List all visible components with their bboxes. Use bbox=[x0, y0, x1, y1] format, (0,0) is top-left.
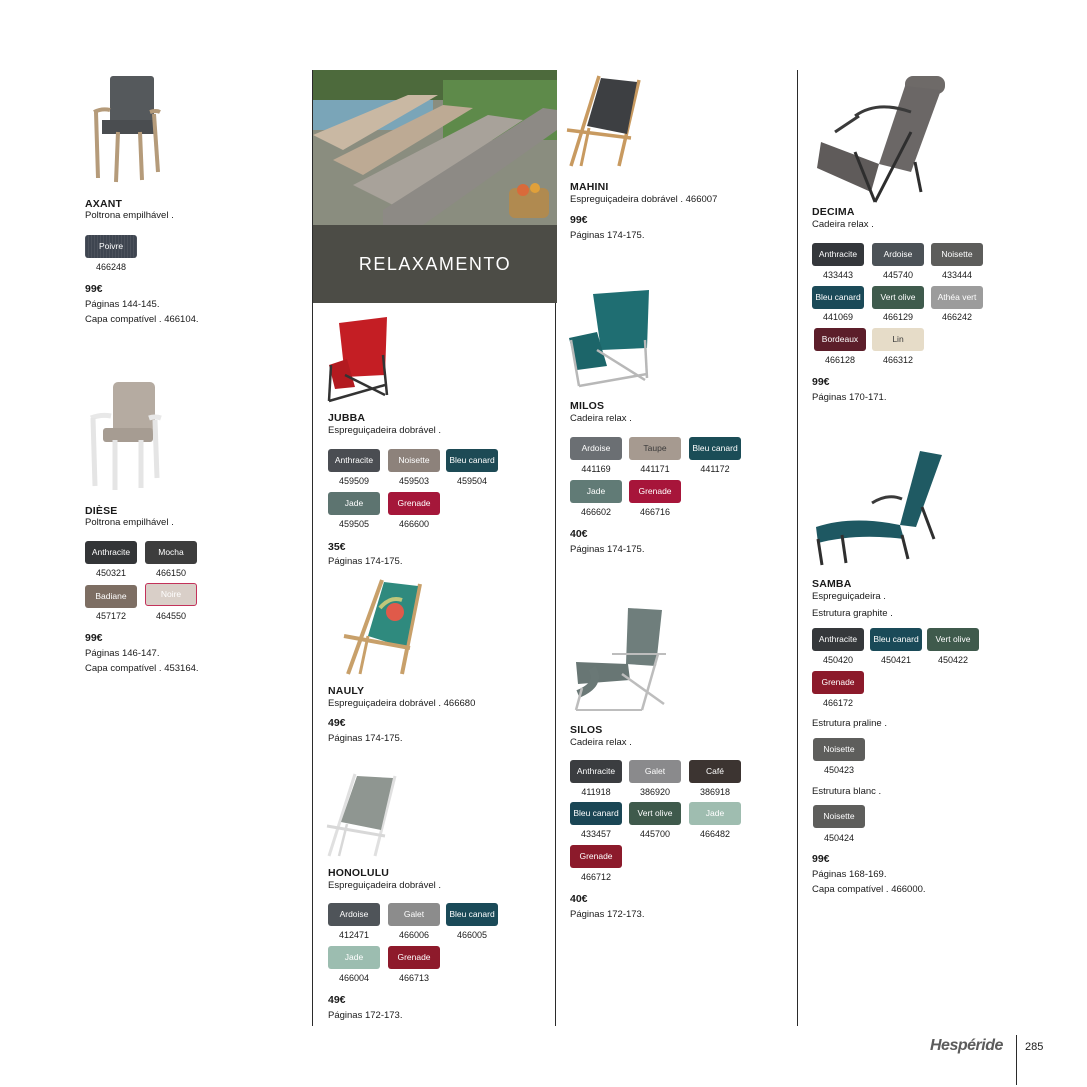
swatch-code: 386918 bbox=[699, 787, 731, 797]
product-name: DIÈSE bbox=[85, 505, 118, 517]
swatch-code: 386920 bbox=[639, 787, 671, 797]
swatch-anthracite[interactable]: Anthracite bbox=[812, 243, 864, 266]
product-price: 40€ bbox=[570, 893, 588, 905]
product-description: Cadeira relax . bbox=[812, 219, 874, 230]
product-pages: Páginas 172-173. bbox=[570, 909, 645, 920]
product-price: 99€ bbox=[812, 853, 830, 865]
swatch-code: 441069 bbox=[822, 312, 854, 322]
product-name: SILOS bbox=[570, 724, 603, 736]
swatch-grenade[interactable]: Grenade bbox=[629, 480, 681, 503]
column-divider-2 bbox=[555, 300, 556, 1026]
swatch-noisette[interactable]: Noisette bbox=[388, 449, 440, 472]
swatch-bleu-canard[interactable]: Bleu canard bbox=[446, 449, 498, 472]
swatch-code: 450424 bbox=[823, 833, 855, 843]
swatch-ardoise[interactable]: Ardoise bbox=[570, 437, 622, 460]
swatch-vert-olive[interactable]: Vert olive bbox=[872, 286, 924, 309]
product-price: 99€ bbox=[85, 632, 103, 644]
product-description: Espreguiçadeira . bbox=[812, 591, 886, 602]
swatch-code: 459505 bbox=[338, 519, 370, 529]
swatch-badiane[interactable]: Badiane bbox=[85, 585, 137, 608]
product-description: Cadeira relax . bbox=[570, 737, 632, 748]
axant-chair-image bbox=[88, 72, 168, 184]
product-name: AXANT bbox=[85, 198, 123, 210]
compatible-cover: Capa compatível . 453164. bbox=[85, 663, 199, 674]
swatch-cafe[interactable]: Café bbox=[689, 760, 741, 783]
swatch-bleu-canard[interactable]: Bleu canard bbox=[870, 628, 922, 651]
swatch-vert-olive[interactable]: Vert olive bbox=[927, 628, 979, 651]
nauly-chair-image bbox=[340, 578, 430, 678]
swatch-athea-vert[interactable]: Athéa vert bbox=[931, 286, 983, 309]
swatch-code: 441169 bbox=[581, 464, 611, 474]
swatch-noire[interactable]: Noire bbox=[145, 583, 197, 606]
swatch-anthracite[interactable]: Anthracite bbox=[812, 628, 864, 651]
product-name: MILOS bbox=[570, 400, 605, 412]
samba-lounger-image bbox=[812, 447, 947, 569]
product-pages: Páginas 170-171. bbox=[812, 392, 887, 403]
swatch-grenade[interactable]: Grenade bbox=[388, 492, 440, 515]
swatch-jade[interactable]: Jade bbox=[570, 480, 622, 503]
product-description: Cadeira relax . bbox=[570, 413, 632, 424]
swatch-code: 466242 bbox=[941, 312, 973, 322]
milos-chair-image bbox=[567, 290, 655, 390]
swatch-vert-olive[interactable]: Vert olive bbox=[629, 802, 681, 825]
product-name: SAMBA bbox=[812, 578, 852, 590]
product-pages: Páginas 146-147. bbox=[85, 648, 160, 659]
product-pages: Páginas 174-175. bbox=[570, 230, 645, 241]
swatch-code: 466248 bbox=[95, 262, 127, 272]
product-description: Poltrona empilhável . bbox=[85, 210, 174, 221]
swatch-code: 450321 bbox=[95, 568, 127, 578]
swatch-jade[interactable]: Jade bbox=[328, 946, 380, 969]
product-price: 40€ bbox=[570, 528, 588, 540]
swatch-code: 464550 bbox=[155, 611, 187, 621]
product-pages: Páginas 168-169. bbox=[812, 869, 887, 880]
product-price: 35€ bbox=[328, 541, 346, 553]
silos-chair-image bbox=[572, 604, 672, 714]
column-divider-3 bbox=[797, 70, 798, 1026]
swatch-code: 412471 bbox=[338, 930, 370, 940]
swatch-bordeaux[interactable]: Bordeaux bbox=[814, 328, 866, 351]
swatch-code: 459509 bbox=[338, 476, 370, 486]
swatch-galet[interactable]: Galet bbox=[388, 903, 440, 926]
swatch-code: 466129 bbox=[882, 312, 914, 322]
product-name: JUBBA bbox=[328, 412, 366, 424]
swatch-code: 466006 bbox=[398, 930, 430, 940]
swatch-code: 466150 bbox=[155, 568, 187, 578]
swatch-lin[interactable]: Lin bbox=[872, 328, 924, 351]
swatch-code: 445740 bbox=[882, 270, 914, 280]
swatch-jade[interactable]: Jade bbox=[328, 492, 380, 515]
structure-label: Estrutura graphite . bbox=[812, 608, 893, 619]
swatch-code: 433443 bbox=[822, 270, 854, 280]
swatch-code: 466004 bbox=[338, 973, 370, 983]
structure-label: Estrutura praline . bbox=[812, 718, 887, 729]
swatch-ardoise[interactable]: Ardoise bbox=[872, 243, 924, 266]
banner-photo bbox=[313, 70, 557, 225]
product-description: Espreguiçadeira dobrável . bbox=[328, 880, 442, 891]
product-description: Espreguiçadeira dobrável . bbox=[328, 425, 442, 436]
product-description: Espreguiçadeira dobrável . 466007 bbox=[570, 194, 718, 205]
swatch-noisette[interactable]: Noisette bbox=[931, 243, 983, 266]
swatch-code: 466602 bbox=[580, 507, 612, 517]
compatible-cover: Capa compatível . 466000. bbox=[812, 884, 926, 895]
category-banner bbox=[313, 70, 557, 303]
decima-chair-image bbox=[815, 72, 950, 204]
honolulu-chair-image bbox=[325, 770, 400, 860]
swatch-bleu-canard[interactable]: Bleu canard bbox=[570, 802, 622, 825]
swatch-code: 466482 bbox=[699, 829, 731, 839]
swatch-code: 459504 bbox=[456, 476, 488, 486]
swatch-code: 457172 bbox=[95, 611, 127, 621]
banner-title: RELAXAMENTO bbox=[313, 225, 557, 303]
product-name: MAHINI bbox=[570, 181, 609, 193]
swatch-code: 411918 bbox=[581, 787, 611, 797]
swatch-code: 466128 bbox=[824, 355, 856, 365]
swatch-noisette[interactable]: Noisette bbox=[813, 738, 865, 761]
swatch-code: 466600 bbox=[398, 519, 430, 529]
swatch-code: 433444 bbox=[941, 270, 973, 280]
swatch-ardoise[interactable]: Ardoise bbox=[328, 903, 380, 926]
product-description: Poltrona empilhável . bbox=[85, 517, 174, 528]
product-name: NAULY bbox=[328, 685, 365, 697]
product-name: DECIMA bbox=[812, 206, 855, 218]
swatch-code: 466005 bbox=[456, 930, 488, 940]
swatch-code: 441172 bbox=[700, 464, 730, 474]
product-price: 49€ bbox=[328, 994, 346, 1006]
swatch-mocha[interactable]: Mocha bbox=[145, 541, 197, 564]
swatch-bleu-canard[interactable]: Bleu canard bbox=[689, 437, 741, 460]
swatch-grenade[interactable]: Grenade bbox=[570, 845, 622, 868]
swatch-taupe[interactable]: Taupe bbox=[629, 437, 681, 460]
swatch-grenade[interactable]: Grenade bbox=[388, 946, 440, 969]
swatch-grenade[interactable]: Grenade bbox=[812, 671, 864, 694]
page-number: 285 bbox=[1025, 1041, 1044, 1053]
swatch-code: 466172 bbox=[822, 698, 854, 708]
product-pages: Páginas 174-175. bbox=[328, 733, 403, 744]
swatch-code: 450421 bbox=[880, 655, 912, 665]
swatch-code: 441171 bbox=[640, 464, 670, 474]
product-price: 99€ bbox=[570, 214, 588, 226]
swatch-code: 445700 bbox=[639, 829, 671, 839]
product-pages: Páginas 174-175. bbox=[328, 556, 403, 567]
product-price: 99€ bbox=[85, 283, 103, 295]
mahini-chair-image bbox=[565, 74, 645, 170]
structure-label: Estrutura blanc . bbox=[812, 786, 882, 797]
swatch-code: 433457 bbox=[580, 829, 612, 839]
swatch-code: 459503 bbox=[398, 476, 430, 486]
swatch-bleu-canard[interactable]: Bleu canard bbox=[446, 903, 498, 926]
swatch-poivre[interactable]: Poivre bbox=[85, 235, 137, 258]
swatch-code: 466712 bbox=[580, 872, 612, 882]
brand-logo: Hespéride bbox=[930, 1037, 1003, 1054]
swatch-noisette[interactable]: Noisette bbox=[813, 805, 865, 828]
product-pages: Páginas 172-173. bbox=[328, 1010, 403, 1021]
diese-chair-image bbox=[85, 378, 165, 493]
swatch-galet[interactable]: Galet bbox=[629, 760, 681, 783]
swatch-code: 466713 bbox=[398, 973, 430, 983]
product-price: 99€ bbox=[812, 376, 830, 388]
swatch-code: 450422 bbox=[937, 655, 969, 665]
product-description: Espreguiçadeira dobrável . 466680 bbox=[328, 698, 476, 709]
product-pages: Páginas 174-175. bbox=[570, 544, 645, 555]
swatch-anthracite[interactable]: Anthracite bbox=[328, 449, 380, 472]
swatch-anthracite[interactable]: Anthracite bbox=[85, 541, 137, 564]
compatible-cover: Capa compatível . 466104. bbox=[85, 314, 199, 325]
swatch-code: 466312 bbox=[882, 355, 914, 365]
swatch-anthracite[interactable]: Anthracite bbox=[570, 760, 622, 783]
product-pages: Páginas 144-145. bbox=[85, 299, 160, 310]
swatch-code: 450423 bbox=[823, 765, 855, 775]
swatch-bleu-canard[interactable]: Bleu canard bbox=[812, 286, 864, 309]
product-price: 49€ bbox=[328, 717, 346, 729]
swatch-code: 466716 bbox=[639, 507, 671, 517]
product-name: HONOLULU bbox=[328, 867, 390, 879]
footer-divider bbox=[1016, 1035, 1017, 1085]
swatch-code: 450420 bbox=[822, 655, 854, 665]
jubba-chair-image bbox=[325, 315, 397, 405]
swatch-jade[interactable]: Jade bbox=[689, 802, 741, 825]
